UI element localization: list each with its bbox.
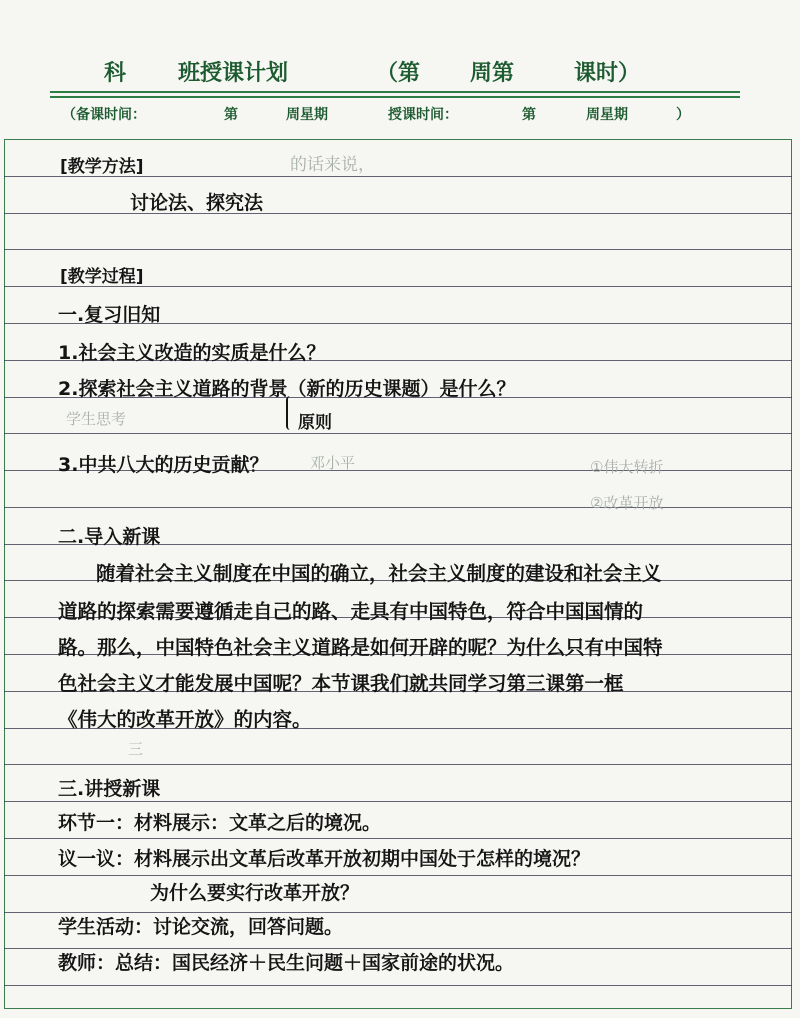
student-activity: 学生活动：讨论交流，回答问题。	[58, 916, 344, 938]
intro-line: 《伟大的改革开放》的内容。	[58, 708, 312, 731]
header-rule-bottom	[50, 96, 740, 98]
ruled-line	[4, 838, 792, 839]
review-question-2: 2.探索社会主义道路的背景（新的历史课题）是什么？	[58, 378, 516, 400]
discussion-question: 议一议：材料展示出文革后改革开放初期中国处于怎样的境况？	[58, 848, 591, 870]
prep-week: 周星期	[286, 107, 328, 123]
intro-line: 随着社会主义制度在中国的确立，社会主义制度的建设和社会主义	[96, 562, 662, 585]
bleed-text: 邓小平	[310, 454, 356, 472]
title-period: 课时）	[574, 61, 641, 86]
step-one: 环节一：材料展示：文革之后的境况。	[58, 812, 382, 834]
lesson-plan-header	[0, 0, 800, 140]
intro-line: 道路的探索需要遵循走自己的路、走具有中国特色，符合中国国情的	[58, 600, 644, 623]
teaching-process-heading: [教学过程]	[60, 267, 144, 287]
title-class-plan: 班授课计划	[178, 61, 289, 86]
why-question: 为什么要实行改革开放？	[150, 882, 360, 904]
ruled-line	[4, 213, 792, 214]
review-question-1: 1.社会主义改造的实质是什么？	[58, 342, 326, 364]
brace-label: 原则	[298, 413, 332, 433]
intro-line: 路。那么，中国特色社会主义道路是如何开辟的呢？为什么只有中国特	[58, 636, 663, 659]
bleed-text: ②改革开放	[590, 494, 664, 512]
bleed-text: 三	[128, 740, 144, 758]
teaching-methods: 讨论法、探究法	[130, 192, 264, 214]
section-teaching-heading: 三.讲授新课	[58, 778, 161, 800]
ruled-line	[4, 433, 792, 434]
section-review-heading: 一.复习旧知	[58, 304, 161, 326]
teach-week: 周星期	[586, 107, 628, 123]
bleed-text: 的话来说，	[290, 155, 375, 175]
teach-di: 第	[522, 107, 536, 123]
section-intro-heading: 二.导入新课	[58, 526, 161, 548]
intro-line: 色社会主义才能发展中国呢？本节课我们就共同学习第三课第一框	[58, 672, 624, 695]
teach-time-label: 授课时间：	[388, 107, 458, 123]
bleed-text: 学生思考	[66, 410, 127, 428]
ruled-line	[4, 249, 792, 250]
ruled-line	[4, 985, 792, 986]
review-question-3: 3.中共八大的历史贡献？	[58, 454, 269, 476]
teaching-method-heading: [教学方法]	[60, 157, 144, 177]
title-subject: 科	[104, 61, 127, 86]
brace-mark	[286, 396, 294, 430]
close-paren: ）	[676, 107, 690, 123]
header-rule-top	[50, 91, 740, 93]
teacher-summary: 教师：总结：国民经济＋民生问题＋国家前途的状况。	[58, 952, 515, 974]
ruled-line	[4, 801, 792, 802]
title-week-open: （第	[376, 61, 421, 86]
ruled-line	[4, 764, 792, 765]
bleed-text: ①伟大转折	[590, 458, 664, 476]
ruled-line	[4, 507, 792, 508]
title-week: 周第	[470, 61, 515, 86]
prep-di: 第	[224, 107, 238, 123]
ruled-line	[4, 875, 792, 876]
prep-time-label: （备课时间：	[62, 107, 146, 123]
